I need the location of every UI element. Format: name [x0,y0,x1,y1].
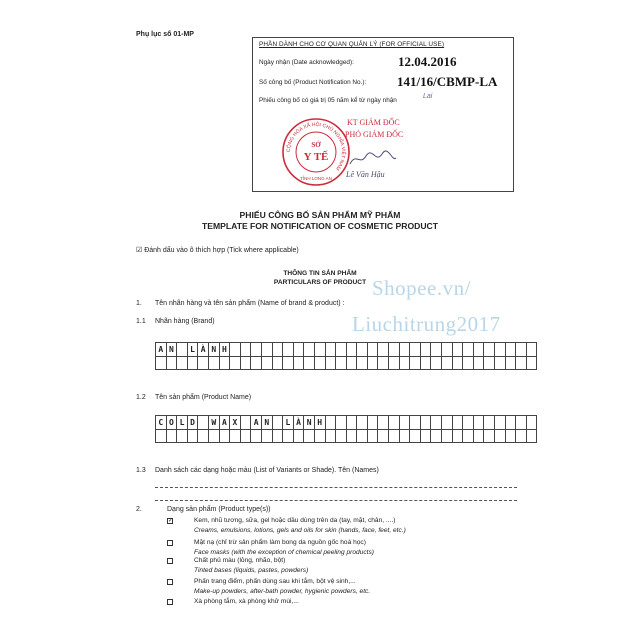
brand-char-cell[interactable] [505,343,516,357]
product-char-cell[interactable] [336,416,347,430]
product-type-label-vi: Chất phủ màu (lỏng, nhão, bột) [194,557,286,564]
product-char-cell-blank[interactable] [378,429,389,443]
brand-char-cell[interactable] [177,343,188,357]
q11-number: 1.1 [136,318,146,325]
brand-char-cell-blank[interactable] [357,356,368,370]
product-char-cell[interactable] [357,416,368,430]
product-type-label-en: Face masks (with the exception of chemical peeling products) [194,549,374,556]
validity-note: Phiếu công bố có giá trị 05 năm kể từ ngày nhận [259,97,397,104]
product-char-cell-blank[interactable] [283,429,294,443]
product-char-cell-blank[interactable] [473,429,484,443]
brand-char-cell[interactable]: A [156,343,167,357]
product-type-label-en: Creams, emulsions, lotions, gels and oils for skin (hands, face, feet, etc.) [194,527,406,534]
brand-char-cell[interactable] [378,343,389,357]
product-type-label-vi: Phấn trang điểm, phấn dùng sau khi tắm, bột vệ sinh,... [194,578,356,585]
brand-char-cell-blank[interactable] [516,356,527,370]
signature-title-1: KT GIÁM ĐỐC [347,118,400,127]
product-name-grid [155,415,537,443]
product-char-cell[interactable] [198,416,209,430]
product-char-cell[interactable] [484,416,495,430]
product-char-cell-blank[interactable] [177,429,188,443]
product-char-cell[interactable] [367,416,378,430]
product-type-label-vi: Mặt nạ (chỉ trừ sản phẩm làm bong da nguồn gốc hoá học) [194,539,366,546]
form-title-vi: PHIẾU CÔNG BỐ SẢN PHẨM MỸ PHẨM [239,210,401,220]
brand-char-cell-blank[interactable] [304,356,315,370]
variants-line-2 [155,500,517,501]
product-char-cell-blank[interactable] [410,429,421,443]
brand-char-cell[interactable] [495,343,506,357]
brand-char-cell-blank[interactable] [463,356,474,370]
product-char-cell[interactable] [452,416,463,430]
brand-char-cell[interactable]: N [208,343,219,357]
product-char-cell-blank[interactable] [240,429,251,443]
brand-char-cell[interactable] [283,343,294,357]
watermark-line2: Liuchitrung2017 [352,312,501,336]
brand-char-cell-blank[interactable] [378,356,389,370]
section-title-vi: THÔNG TIN SẢN PHẨM [283,270,357,277]
brand-char-cell-blank[interactable] [219,356,230,370]
q2-text: Dạng sản phẩm (Product type(s)) [167,506,271,513]
official-stamp [281,117,351,187]
brand-char-cell-blank[interactable] [187,356,198,370]
brand-char-cell-blank[interactable] [261,356,272,370]
product-char-cell-blank[interactable] [367,429,378,443]
product-char-cell[interactable] [346,416,357,430]
brand-char-cell-blank[interactable] [251,356,262,370]
stamp-bottom-text: TỈNH LONG AN [300,176,332,181]
brand-char-cell-blank[interactable] [240,356,251,370]
brand-char-cell[interactable] [473,343,484,357]
product-char-cell-blank[interactable] [505,429,516,443]
q2-number: 2. [136,506,142,513]
brand-char-cell-blank[interactable] [166,356,177,370]
product-char-cell[interactable] [325,416,336,430]
brand-char-cell-blank[interactable] [272,356,283,370]
product-char-cell[interactable] [473,416,484,430]
product-char-cell-blank[interactable] [516,429,527,443]
product-char-cell[interactable] [442,416,453,430]
product-char-cell-blank[interactable] [420,429,431,443]
product-type-label-vi: Xà phòng tắm, xà phòng khử mùi,... [194,598,299,605]
brand-char-cell-blank[interactable] [505,356,516,370]
brand-char-cell-blank[interactable] [495,356,506,370]
product-char-cell[interactable] [399,416,410,430]
notification-number-label: Số công bố (Product Notification No.): [259,79,367,86]
q1-text: Tên nhãn hàng và tên sản phẩm (Name of brand & product) : [155,300,345,307]
q12-number: 1.2 [136,394,146,401]
product-char-cell-blank[interactable] [442,429,453,443]
product-char-cell[interactable]: A [251,416,262,430]
brand-char-cell-blank[interactable] [442,356,453,370]
product-char-cell[interactable] [495,416,506,430]
brand-char-cell-blank[interactable] [293,356,304,370]
stamp-main-text: Y TẾ [303,151,329,163]
q13-text: Danh sách các dạng hoặc màu (List of Variants or Shade). Tên (Names) [155,467,379,474]
brand-char-cell[interactable] [526,343,537,357]
annex-label: Phụ lục số 01-MP [136,31,194,38]
brand-char-cell[interactable] [442,343,453,357]
brand-char-cell[interactable] [230,343,241,357]
brand-char-cell-blank[interactable] [484,356,495,370]
product-char-cell-blank[interactable] [261,429,272,443]
brand-char-cell[interactable] [240,343,251,357]
product-char-cell[interactable]: L [177,416,188,430]
brand-char-cell-blank[interactable] [314,356,325,370]
product-char-cell[interactable]: D [187,416,198,430]
product-char-cell-blank[interactable] [166,429,177,443]
product-char-cell-blank[interactable] [198,429,209,443]
brand-char-cell-blank[interactable] [473,356,484,370]
brand-char-cell-blank[interactable] [526,356,537,370]
date-acknowledged-value: 12.04.2016 [398,54,457,69]
brand-char-cell-blank[interactable] [346,356,357,370]
product-type-checkbox[interactable] [167,540,173,546]
product-type-checkbox[interactable] [167,558,173,564]
product-type-label-en: Tinted bases (liquids, pastes, powders) [194,567,309,574]
brand-char-cell[interactable] [516,343,527,357]
brand-char-cell[interactable] [399,343,410,357]
brand-char-cell[interactable] [410,343,421,357]
section-title-en: PARTICULARS OF PRODUCT [273,279,367,286]
product-char-cell-blank[interactable] [495,429,506,443]
product-char-cell[interactable] [389,416,400,430]
product-char-cell-blank[interactable] [251,429,262,443]
brand-char-cell[interactable] [336,343,347,357]
brand-char-cell[interactable] [314,343,325,357]
product-char-cell-blank[interactable] [399,429,410,443]
product-char-cell[interactable]: X [230,416,241,430]
brand-char-cell[interactable] [484,343,495,357]
brand-char-cell-blank[interactable] [420,356,431,370]
brand-char-cell-blank[interactable] [283,356,294,370]
brand-char-cell[interactable]: L [187,343,198,357]
brand-char-cell-blank[interactable] [325,356,336,370]
brand-char-cell-blank[interactable] [389,356,400,370]
product-char-cell-blank[interactable] [304,429,315,443]
brand-char-cell[interactable] [389,343,400,357]
product-char-cell-blank[interactable] [187,429,198,443]
brand-char-cell-blank[interactable] [431,356,442,370]
brand-char-cell-blank[interactable] [198,356,209,370]
product-char-cell-blank[interactable] [526,429,537,443]
official-use-header: PHẦN DÀNH CHO CƠ QUAN QUẢN LÝ (FOR OFFICIAL USE) [259,41,445,48]
validity-handwritten-mark: Lai [423,93,433,100]
product-char-cell[interactable] [505,416,516,430]
brand-char-cell[interactable] [367,343,378,357]
product-char-cell-blank[interactable] [219,429,230,443]
q1-number: 1. [136,300,142,307]
brand-char-cell-blank[interactable] [399,356,410,370]
tick-instruction: ☑ Đánh dấu vào ô thích hợp (Tick where applicable) [136,247,299,254]
product-char-cell[interactable]: A [219,416,230,430]
product-char-cell[interactable]: N [261,416,272,430]
product-char-cell-blank[interactable] [208,429,219,443]
product-char-cell[interactable] [240,416,251,430]
q12-text: Tên sản phẩm (Product Name) [155,394,252,401]
brand-char-cell-blank[interactable] [367,356,378,370]
signature-title-2: PHÓ GIÁM ĐỐC [345,130,404,139]
watermark-line1: Shopee.vn/ [372,276,471,300]
product-char-cell-blank[interactable] [346,429,357,443]
product-char-cell[interactable]: L [283,416,294,430]
form-title-en: TEMPLATE FOR NOTIFICATION OF COSMETIC PRODUCT [202,221,438,231]
brand-char-cell[interactable] [293,343,304,357]
product-char-cell-blank[interactable] [293,429,304,443]
q13-number: 1.3 [136,467,146,474]
product-char-cell-blank[interactable] [484,429,495,443]
product-char-cell[interactable] [410,416,421,430]
product-type-checkbox[interactable]: ✓ [168,518,174,524]
product-type-checkbox[interactable] [167,579,173,585]
product-char-cell-blank[interactable] [357,429,368,443]
brand-char-cell-blank[interactable] [156,356,167,370]
product-char-cell[interactable]: W [208,416,219,430]
brand-char-cell[interactable] [325,343,336,357]
stamp-top-text: SỞ [311,141,321,149]
brand-char-cell-blank[interactable] [230,356,241,370]
brand-name-grid [155,342,537,370]
brand-char-cell-blank[interactable] [410,356,421,370]
product-char-cell[interactable] [526,416,537,430]
product-char-cell[interactable]: N [304,416,315,430]
signature-scribble [348,150,398,168]
product-char-cell-blank[interactable] [156,429,167,443]
brand-char-cell-blank[interactable] [336,356,347,370]
product-type-label-vi: Kem, nhũ tương, sữa, gel hoặc dầu dùng trên da (tay, mặt, chân, ....) [194,517,396,524]
brand-char-cell[interactable]: À [198,343,209,357]
product-char-cell[interactable] [431,416,442,430]
product-char-cell-blank[interactable] [230,429,241,443]
product-char-cell[interactable]: H [314,416,325,430]
brand-char-cell[interactable] [431,343,442,357]
product-type-checkbox[interactable] [167,599,173,605]
brand-char-cell-blank[interactable] [208,356,219,370]
date-acknowledged-label: Ngày nhận (Date acknowledged): [259,59,354,66]
brand-char-cell[interactable] [251,343,262,357]
brand-char-cell[interactable] [463,343,474,357]
product-char-cell[interactable]: C [156,416,167,430]
product-char-cell-blank[interactable] [325,429,336,443]
q11-text: Nhãn hàng (Brand) [155,318,215,325]
brand-char-cell[interactable] [272,343,283,357]
product-char-cell[interactable] [378,416,389,430]
product-char-cell[interactable]: À [293,416,304,430]
product-char-cell-blank[interactable] [431,429,442,443]
variants-line-1 [155,487,517,488]
product-char-cell-blank[interactable] [272,429,283,443]
product-char-cell[interactable] [463,416,474,430]
brand-char-cell[interactable] [357,343,368,357]
brand-char-cell[interactable] [304,343,315,357]
stamp-ring-text: CỘNG HÒA XÃ HỘI CHỦ NGHĨA VIỆT NAM [285,121,347,172]
product-char-cell-blank[interactable] [463,429,474,443]
brand-char-cell[interactable]: H [219,343,230,357]
brand-char-cell-blank[interactable] [177,356,188,370]
product-char-cell[interactable] [420,416,431,430]
product-char-cell[interactable] [516,416,527,430]
brand-char-cell[interactable] [452,343,463,357]
product-type-label-en: Make-up powders, after-bath powder, hygienic powders, etc. [194,588,371,595]
brand-char-cell[interactable] [346,343,357,357]
brand-char-cell[interactable] [261,343,272,357]
product-char-cell-blank[interactable] [314,429,325,443]
product-char-cell-blank[interactable] [336,429,347,443]
notification-number-value: 141/16/CBMP-LA [397,74,498,89]
product-char-cell-blank[interactable] [389,429,400,443]
brand-char-cell-blank[interactable] [452,356,463,370]
product-char-cell[interactable]: O [166,416,177,430]
brand-char-cell[interactable]: N [166,343,177,357]
brand-char-cell[interactable] [420,343,431,357]
signer-name: Lê Văn Hậu [346,170,385,179]
product-char-cell[interactable] [272,416,283,430]
product-char-cell-blank[interactable] [452,429,463,443]
